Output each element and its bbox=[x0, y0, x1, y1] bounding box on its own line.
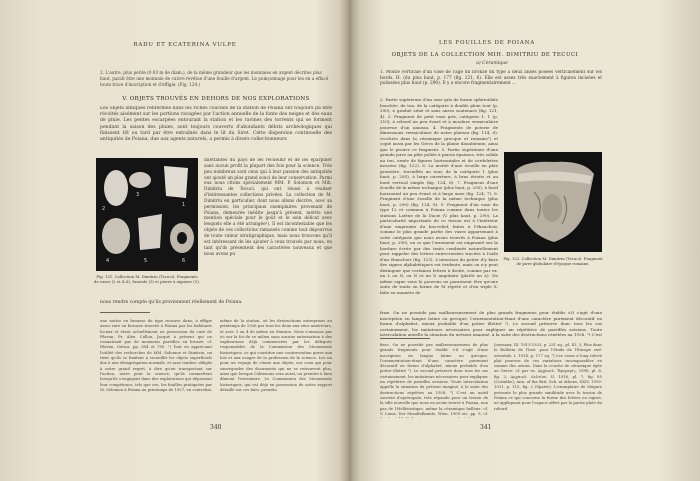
collection-title: OBJETS DE LA COLLECTION MIH. DIMITRIU DE TECUCI bbox=[391, 52, 579, 58]
jar-fragment-image bbox=[504, 152, 602, 252]
figure-122-caption: Fig. 122. Collection M. Dimitriu (Tecuci). Fragment de jarre globulaire d'époque romaine. bbox=[503, 256, 603, 266]
right-page bbox=[352, 0, 700, 481]
footnote-rule-left bbox=[100, 312, 150, 313]
catalogue-column: 2. Partie supérieure d'un vase gris de forme sphéroïdale bouchée, de ton, de la catégorie à double plein tout (p. 290), à gradué situé et sans anses soutenues (fig. 121, 4). 3. Fragment de petit vase gris, catégorie 1. 1 (p. 210), à rebord un peu évasé et à moulure vermiculaire pourvue d'un anneau. 4. Fragments de poterie de dimensions vermiculaire de notre plateau (fig. 114, 6), crochets dans la céramique grecque et romaine¹) et copié aussi par les Grecs de la plaine danubienne, ainsi que le prouve ce fragment. 5. Partie supérieure d'une grande jarre au pâte poliée à parois épaisses, très solide au ton, ornée de figures horizontales et de cordelettes incisées (fig. 122). 6. La moitié d'une écuelle en pâte grossière, travaillée au tour, de la catégorie 1 (plus haut, p. 295), à large ouverture, à bras étroits et au bord vertical simple (fig. 124, 6). 7. Fragment d'une écuelle de la même technique (plus haut, p. 295), à bord horizontal un peu évasé et à large anse (fig. 124, 7). 8. Fragment d'une écuelle de la même technique (plus haut, p. 290) (fig. 124, 8). 9. Fragment d'un vase du type 12 et commun à Poiana comme dans toutes les stations Latène de la Dacie (V. plus haut, p. 290). La particularité importante de ce tesson est à l'intérieur d'une empreinte du bas-relief, faites à l'ébauchoir, comme le plus grande partie des vases appartenant à cette catégorie que nous avons trouvés à Poiana (plus haut, p. 290), en ce que l'ornement est emprunté sur la bordure écrite par des traits combinés naturellement pour rappeler des lettres entrecroisées tracées à l'aide d'un ébauchoir (fig. 123). L'intention du potier d'y faire des signes alphabétiques est évidente, mais on n'y peut distinguer que certaines lettres à droite, comme par ex. un L ou N, ou N et un D angulaire (plutôt un Δ). Du même signe vous le pouvons ne paraissent être qu'une suite de traits en forme de M répété et d'un triple X, faite en manière de bbox=[380, 97, 498, 295]
left-page bbox=[0, 0, 348, 481]
running-head-left: RADU ET ECATERINA VULPE bbox=[133, 42, 237, 48]
footnote-column-4: Journaux, III. 1913-1923, p. 231 sq., pl. III, 3; Plus dans le Bulletin de l'Inst. pour l'étude de l'Europe sud-orientale, I. 1914, p. 177 sq. ⁵) Les vases à long relevé plat pourvus de ces variations incomparables en somme des avions. Dans la couche de céramique égée au Grèce: cf. par ex. Αρχαιολ. Έφημερίς, 1898, pl. 6, fig. 2; Αρχαιολ. Δελτίον, II. 1916, pl. 7, fig. 85 (Corinthe); Ann. of the Brit. Sch. at Athens, XXIV, 1919-1921, p. 115, fig. 2 (Sparte). L'exemplaire de Mégare présente le plus grande similitude avec le tesson de Poiana ce qui concerne la forme des lettres ou signes, ne appliquant pour l'espace offert par la partie plate du rebord. bbox=[494, 342, 602, 411]
figure-label-6: 6 bbox=[182, 258, 186, 264]
section-title: V. OBJETS TROUVÉS EN DEHORS DE NOS EXPLORATIONS bbox=[122, 96, 310, 102]
page-number-right: 341 bbox=[480, 424, 492, 431]
item-1-text: 1. Moitié verticale d'un vase de l'âge du bronze du type à deux anses posées verticalement sur les bords. H. (du plus haut, p. 177 (fig. 121, 6). Elle est assez très exactement à figures incisées et polissées plus haut (p. 290). Il y a encore fragmentairement ... bbox=[380, 70, 602, 87]
ceramics-subheading: a) Céramique bbox=[476, 61, 508, 66]
figure-label-4: 4 bbox=[106, 258, 110, 264]
figure-label-3: 3 bbox=[136, 192, 140, 198]
figure-121-photo bbox=[96, 158, 198, 271]
page-number-left: 340 bbox=[210, 424, 222, 431]
right-column-text: dilettantes du pays de les recueillir et de les éparpiller sans aucun profit la plupart des fois pour la science. Très peu nombreux sont ceux qui à leur passion des antiquités ont ajouté un plus grand souci de leur conservation. Parmi eux nous citons spécialement MM. P. Solomon et Mih. Dimitriu de Tecuci, qui ont réussi à réaliser d'intéressantes collections privées. La collection de M. Dimitriu en particulier, dont nous allons décrire, avec sa permission, les principaux exemplaires provenant de Poiana, demeurée inédite jusqu'à présent, mérite une mention spéciale pour le goût et le soin délicat avec lesquels elle a été arrangée¹). Il est incontestable que les objets de ces collections ramassés comme tout dépourvus de toute valeur stratigraphique, mais nous trouvons qu'il est intéressant de les ajouter à ceux trouvés par nous, en tant qu'ils présentent des caractères nouveaux et que nous avons pu bbox=[204, 158, 332, 257]
footnote-rule-right bbox=[380, 338, 430, 339]
figure-122-photo bbox=[504, 152, 602, 252]
footnote-column-2: même de la station, où les destructions entreprises au printemps de 1926 par tous les deux aux sites antérieurs, et avec 3 ou 4 de même au Stanton. Nous n'aimions pas ici sur la foi de ce milieu sans aucune autorisation à des explorations déjà commencées par les délégués responsables de la Commission des Monuments historiques, ce qui constitue une contravention grave aux lois et aux usages de la profession de la science. Les un pour un voyage de classe aux objets, sur ceux qui pour sauvegarder des documents qui ne se retrouvent plus, ainsi que lorsque l'obtenons sera aussi, un prendre à bien dûment l'inventaire. Le Commission des Monuments historiques, qui est déjà en possession de notes rapport détaillé sur ces faits, prendra bbox=[220, 318, 332, 392]
continuation-paragraph: frise. On ne possède pas malheureusement de plus grands fragments pour établir s'il s'agit d'une inscription en langue latine ou grecque, l'ornementation-étant d'une caractère purement décoratif en forme d'alphabet, mieux probable d'un potier illettré ²). Le second préserve donc tous les cas certainement, les imitateurs nécessaires pour expliquer un répétitive de pareilles avisions. Toute intercalation appelle la situation du présent imaginé, à la suite des destructions répétées au 1928. ³) C'est bbox=[380, 310, 602, 336]
top-footnote: 2. L'autre, plus petite (0.93 m de diam.), de la même grandeur que les monnaies en argent décrites plus haut, paraît être une monnaie de cuivre revêtue d'une feuille d'argent. Le poinçonnage pour les en a effacé toute trace d'inscription et d'effigie. (Fig. 124.) bbox=[100, 70, 329, 87]
footnote-column-3: frise. On ne possède pas malheureusement de plus grands fragments pour établir s'il s'agit d'une inscription en langue latine ou grecque, l'ornementation-étant d'une caractère purement décoratif en forme d'alphabet, mieux probable d'un potier illettré ²). Le second préserve donc tous les cas certainement, les imitateurs nécessaires pour expliquer un répétitive de pareilles avisions. Toute intercalation appelle la situation du présent imaginé, à la suite des destructions répétées au 1928. ³) C'est un motif souvent d'apotropaïe, très répandu pour un tesson de la ville nouvelle que nous en avons trouvé à Poiana, non pas de l'Hellénistique, même la céramique hellène: cf. V. Canis, Der Mondfolkunde, Wien, 1909 etc. pp. 9, cf. bbox=[380, 342, 488, 416]
figure-label-1: 1 bbox=[182, 202, 186, 208]
footnote-column-1: une notice en brousse du type roucave dans; à effigie assez rare en brousse trouvée à Poiana par les habitants locaux et étant actuellement en possession du curé de Pârvan, Pr. Alex. Callon, Jacqué à présent qui ne connaissait pas de monnaies pareilles en bronze: cf. Pârvan, Getica. pp. 604 et 790. ¹) Tout en appréciant l'utilité des recherches de MM. Solomon et Dimitriu, on tient qu'ils se limitent à recueillir les objets superficiels dus à une désagrégation normale, et sans tomber, obligés à notre grand regret, à dire qu'en transportant sur l'action, notre pour la science, qu'ils commettent lorsqu'ils s'engagent dans des explorations qui dépassent leur compétence, tels que ces, les fouilles pratiquées par M. Solomon à Poiana au printemps de 1927, en contrebas bbox=[100, 318, 212, 392]
figure-label-2: 2 bbox=[102, 206, 106, 212]
running-head-right: LES FOUILLES DE POIANA bbox=[438, 40, 536, 46]
figure-121-caption: Fig. 121. Collection M. Dimitriu (Tecuci). Fragments de vases (2 et 4–6), fusaiole (3) et pierre à aiguiser (1). bbox=[94, 274, 200, 284]
pottery-fragments-image bbox=[96, 158, 198, 271]
figure-label-5: 5 bbox=[144, 258, 148, 264]
continuation-line: nous rendre compte qu'ils proviennent réellement de Poiana. bbox=[100, 300, 243, 305]
intro-paragraph: Les objets antiques renfermés dans les riches couches de la station de Poiana ont toujours pu être récoltés aisément sur les portions ravagées par l'action annuelle de la fonte des neiges et des eaux de pluie. Les pentes escarpées entourant la station et les ravines des torrents qui se forment pendant la saison des pluies, sont toujours couverts d'abondants débris archéologiques qui finissent tôt ou tard par être entraînés dans le lit du Siret. Cette dispersion continuelle des antiquités de Poiana, due aux agents naturels, a permis à divers collectionneurs bbox=[100, 106, 332, 143]
